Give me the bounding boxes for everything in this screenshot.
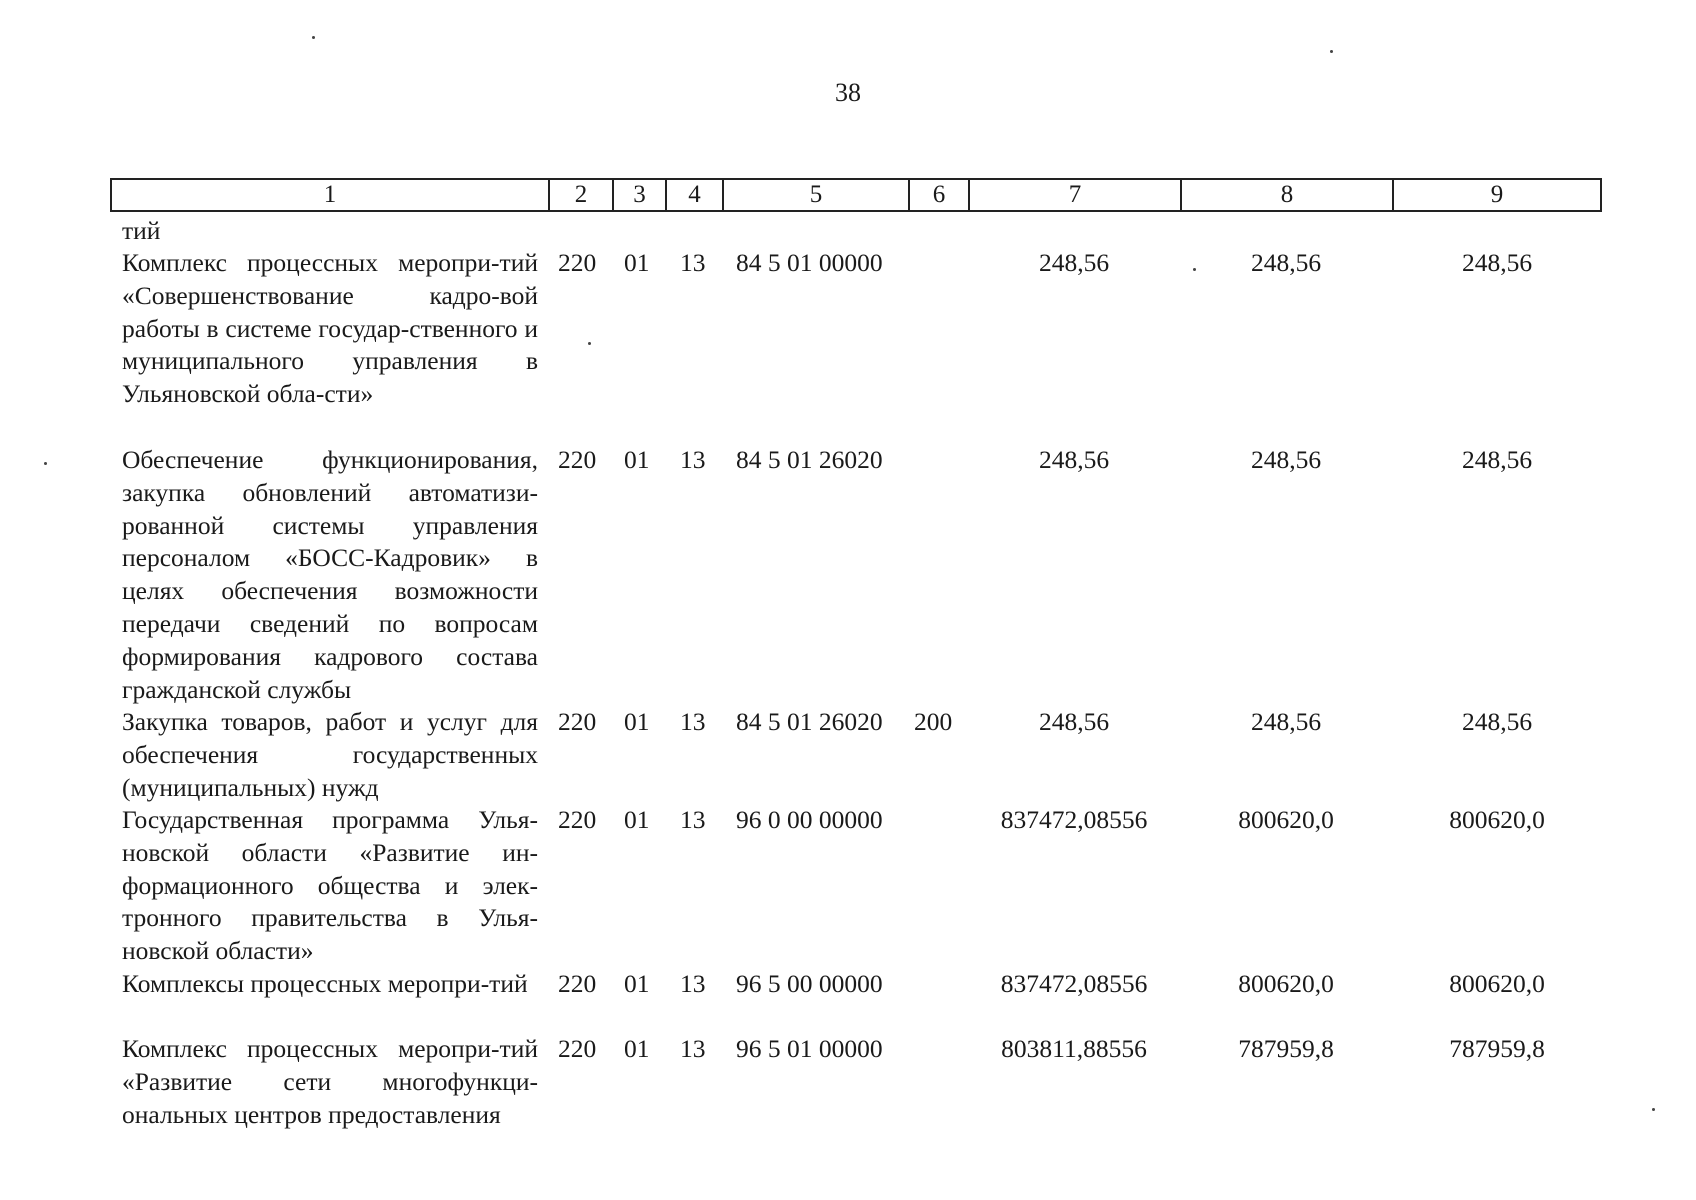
column-header-2: 2 [548, 178, 612, 212]
column-header-3: 3 [612, 178, 665, 212]
cell-col-2: 220 [558, 969, 597, 998]
row-description: Комплексы процессных меропри-тий [122, 969, 528, 998]
cell-col-3: 01 [624, 707, 650, 736]
column-header-9: 9 [1392, 178, 1602, 212]
cell-col-5: 84 5 01 26020 [736, 707, 883, 736]
cell-col-8: 248,56 [1250, 248, 1322, 277]
cell-col-3: 01 [624, 969, 650, 998]
cell-col-7: 803811,88556 [1001, 1034, 1147, 1063]
cell-col-9: 248,56 [1461, 248, 1533, 277]
cell-col-8: 800620,0 [1238, 805, 1334, 834]
cell-col-4: 13 [680, 707, 706, 736]
cell-col-8: 787959,8 [1238, 1034, 1334, 1063]
cell-col-5: 96 0 00 00000 [736, 805, 883, 834]
cell-col-3: 01 [624, 805, 650, 834]
cell-col-5: 96 5 01 00000 [736, 1034, 883, 1063]
cell-col-2: 220 [558, 707, 597, 736]
cell-col-2: 220 [558, 445, 597, 474]
scan-speck [1193, 268, 1196, 271]
row-description: Государственная программа Улья-новской области «Развитие ин-формационного общества и элек-тронного правительства в Улья-новской области» [122, 805, 538, 966]
column-header-7: 7 [968, 178, 1180, 212]
cell-col-8: 248,56 [1250, 707, 1322, 736]
cell-col-5: 84 5 01 26020 [736, 445, 883, 474]
cell-col-6: 200 [914, 707, 953, 736]
cell-col-4: 13 [680, 805, 706, 834]
scan-speck [1652, 1108, 1655, 1111]
cell-col-9: 248,56 [1461, 445, 1533, 474]
cell-col-2: 220 [558, 805, 597, 834]
cell-col-3: 01 [624, 1034, 650, 1063]
cell-col-9: 800620,0 [1449, 969, 1545, 998]
cell-col-7: 248,56 [1038, 248, 1110, 277]
cell-col-9: 248,56 [1461, 707, 1533, 736]
column-header-1: 1 [110, 178, 548, 212]
column-header-5: 5 [722, 178, 908, 212]
continuation-text: тий [122, 216, 161, 245]
cell-col-3: 01 [624, 248, 650, 277]
cell-col-2: 220 [558, 1034, 597, 1063]
cell-col-4: 13 [680, 1034, 706, 1063]
column-header-4: 4 [665, 178, 722, 212]
row-description: Закупка товаров, работ и услуг для обеспечения государственных (муниципальных) нужд [122, 707, 538, 802]
column-header-8: 8 [1180, 178, 1392, 212]
scan-speck [1330, 50, 1333, 53]
cell-col-5: 84 5 01 00000 [736, 248, 883, 277]
cell-col-7: 248,56 [1038, 445, 1110, 474]
cell-col-7: 248,56 [1038, 707, 1110, 736]
cell-col-7: 837472,08556 [1000, 969, 1148, 998]
page-number: 38 [835, 78, 861, 107]
row-description: Комплекс процессных меропри-тий «Развитие сети многофункци-ональных центров предоставления [122, 1034, 538, 1129]
cell-col-3: 01 [624, 445, 650, 474]
cell-col-2: 220 [558, 248, 597, 277]
cell-col-5: 96 5 00 00000 [736, 969, 883, 998]
cell-col-9: 800620,0 [1449, 805, 1545, 834]
column-header-6: 6 [908, 178, 968, 212]
cell-col-7: 837472,08556 [1000, 805, 1148, 834]
row-description: Обеспечение функционирования, закупка обновлений автоматизи-рованной системы управления персоналом «БОСС-Кадровик» в целях обеспечения возможности передачи сведений по вопросам формирования кадрового состава гражданской службы [122, 445, 538, 704]
cell-col-4: 13 [680, 445, 706, 474]
cell-col-8: 800620,0 [1238, 969, 1334, 998]
cell-col-4: 13 [680, 248, 706, 277]
cell-col-8: 248,56 [1250, 445, 1322, 474]
cell-col-9: 787959,8 [1449, 1034, 1545, 1063]
row-description: Комплекс процессных меропри-тий «Совершенствование кадро-вой работы в системе государ-ственного и муниципального управления в Ульяновской обла-сти» [122, 248, 538, 409]
scan-speck [312, 36, 315, 39]
scan-speck [588, 342, 591, 345]
cell-col-4: 13 [680, 969, 706, 998]
scan-speck [44, 462, 47, 465]
